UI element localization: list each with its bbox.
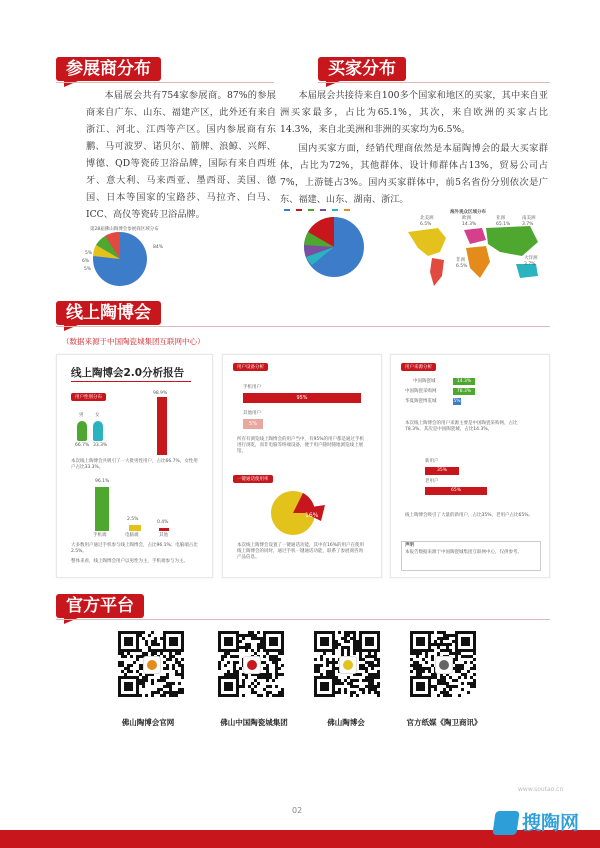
online-section-title	[56, 301, 161, 325]
buyers-paragraph-1: 本届展会共接待来自100多个国家和地区的买家，其中来自亚洲买家最多，占比为65.1%，其次，来自欧洲的买家占比14.3%，来自北美洲和非洲的买家均为6.5%。	[280, 90, 548, 135]
qr-module	[458, 676, 461, 679]
exhibitors-pie-label-5b: 5%	[84, 267, 92, 272]
qr-module	[377, 649, 380, 652]
qr-module	[281, 664, 284, 667]
qr-module	[461, 667, 464, 670]
qr-module	[410, 670, 413, 673]
online-panel-2	[222, 354, 382, 578]
qr-module	[419, 652, 422, 655]
buyers-world-map	[400, 210, 550, 290]
qr-module	[263, 655, 266, 658]
panel1-bar-2-value: 2.5%	[127, 517, 139, 522]
official-section-title	[56, 594, 144, 618]
exhibitors-pie-chart	[60, 228, 180, 290]
panel3-bar2-label: 老用户	[425, 479, 439, 484]
qr-module	[272, 679, 275, 682]
panel2-pie-chart	[263, 487, 333, 537]
panel1-tall-bar	[157, 397, 167, 455]
qr-module	[431, 658, 434, 661]
qr-module	[139, 694, 142, 697]
panel1-note2: 大多数用户通过手机参与线上陶博会，占比96.1%；电脑端占比2.5%。	[71, 543, 198, 554]
panel3-row2-label: 中国陶瓷采购网	[405, 389, 437, 394]
qr-code	[410, 631, 476, 697]
site-logo-text: 搜陶网	[522, 812, 580, 834]
panel2-tag: 用户设备分析	[233, 363, 268, 371]
qr-module	[461, 688, 464, 691]
qr-module	[338, 631, 341, 634]
qr-module	[130, 688, 133, 691]
qr-module	[467, 643, 470, 646]
report-title-underline	[71, 381, 191, 382]
qr-module	[278, 667, 281, 670]
qr-module	[166, 676, 169, 679]
buyers-map-title: 海外观众区域分布	[450, 210, 486, 215]
map-europe	[464, 228, 486, 244]
qr-module	[239, 640, 242, 643]
qr-module	[422, 643, 425, 646]
panel3-row2-value: 78.3%	[456, 389, 472, 394]
qr-module	[323, 652, 326, 655]
qr-module	[142, 631, 145, 634]
panel1-tall-bar-label: 98.9%	[153, 391, 168, 396]
qr-module	[266, 679, 269, 682]
qr-code	[314, 631, 380, 697]
qr-module	[335, 661, 338, 664]
map-label-europe: 欧洲 14.3%	[462, 216, 477, 227]
panel3-row1-bar	[453, 378, 475, 385]
qr-module	[221, 658, 224, 661]
site-logo[interactable]	[494, 808, 594, 840]
panel2-bar2	[243, 419, 263, 429]
qr-center-logo	[339, 656, 357, 674]
qr-module	[266, 694, 269, 697]
qr-code	[118, 631, 184, 697]
qr-module	[467, 691, 470, 694]
qr-module	[467, 670, 470, 673]
online-rule	[56, 326, 550, 327]
qr-module	[130, 643, 133, 646]
panel3-footer-title: 声明	[405, 543, 414, 548]
qr-module	[326, 688, 329, 691]
qr-module	[281, 652, 284, 655]
panel1-bar-3-label: 其他	[159, 533, 168, 538]
buyers-map-shapes	[400, 218, 550, 290]
qr-module	[344, 691, 347, 694]
qr-module	[181, 691, 184, 694]
qr-module	[326, 664, 329, 667]
exhibitors-rule	[56, 82, 274, 83]
qr-module	[166, 667, 169, 670]
qr-module	[347, 640, 350, 643]
panel2-bar2-label: 其他用户	[243, 411, 261, 416]
panel2-pie-value: 16%	[305, 512, 319, 519]
qr-module	[236, 694, 239, 697]
panel3-footer-text: 本报告数据来源于中国陶瓷城集团互联网中心，仅供参考。	[405, 550, 522, 555]
exhibitors-pie-label-6: 6%	[82, 259, 90, 264]
qr-module	[422, 670, 425, 673]
map-label-africa: 非洲 6.5%	[456, 258, 468, 269]
qr-module	[377, 694, 380, 697]
panel3-row2-bar	[453, 388, 475, 395]
qr-module	[458, 694, 461, 697]
qr-module	[181, 649, 184, 652]
qr-module	[230, 688, 233, 691]
qr-label-2: 佛山中国陶瓷城集团	[220, 718, 288, 727]
map-label-asia: 亚洲 65.1%	[496, 216, 511, 227]
buyers-paragraph-2: 国内买家方面，经销代理商依然是本届陶博会的最大买家群体，占比为72%，其他群体、设计师群体占13%，贸易公司占7%，上游链占3%。国内买家群体中，前5名省份分别依次是广东、福建、山东、湖南、浙江。	[280, 143, 548, 205]
qr-module	[461, 682, 464, 685]
qr-module	[148, 634, 151, 637]
qr-module	[151, 682, 154, 685]
map-label-south-america: 南美洲 3.7%	[522, 216, 536, 227]
panel1-bar-1	[95, 487, 109, 531]
panel1-bar-3-value: 0.4%	[157, 520, 169, 525]
qr-module	[175, 643, 178, 646]
qr-module	[431, 649, 434, 652]
exhibitors-pie-label-84: 84%	[153, 245, 164, 250]
exhibitors-paragraph-block	[86, 87, 276, 223]
online-title-text: 线上陶博会	[66, 303, 151, 323]
map-label-oceania: 大洋洲 3.7%	[524, 256, 538, 267]
qr-module	[449, 688, 452, 691]
male-figure-icon	[77, 421, 87, 441]
qr-module	[151, 694, 154, 697]
qr-code	[218, 631, 284, 697]
qr-module	[449, 643, 452, 646]
panel2-bar2-value: 5%	[249, 421, 257, 427]
panel3-bar1-value: 35%	[436, 468, 447, 473]
male-pct: 66.7%	[75, 443, 90, 448]
panel2-bar1	[243, 393, 361, 403]
qr-module	[281, 673, 284, 676]
qr-module	[473, 673, 476, 676]
qr-module	[242, 685, 245, 688]
qr-module	[163, 694, 166, 697]
qr-module	[422, 688, 425, 691]
qr-module	[257, 682, 260, 685]
qr-module	[437, 694, 440, 697]
qr-module	[245, 676, 248, 679]
online-panel-1	[56, 354, 213, 578]
qr-module	[230, 643, 233, 646]
buyers-section-title	[318, 57, 406, 81]
qr-module	[455, 658, 458, 661]
qr-module	[236, 649, 239, 652]
map-asia	[486, 226, 538, 256]
panel3-bar1	[425, 467, 459, 475]
official-rule	[56, 619, 550, 620]
qr-module	[473, 652, 476, 655]
qr-module	[175, 694, 178, 697]
panel3-row3-bar	[453, 398, 461, 405]
qr-module	[464, 676, 467, 679]
panel2-bar1-label: 手机用户	[243, 385, 261, 390]
official-title-text: 官方平台	[66, 596, 134, 616]
qr-module	[245, 649, 248, 652]
qr-module	[338, 691, 341, 694]
qr-module	[275, 685, 278, 688]
qr-module	[178, 652, 181, 655]
qr-module	[275, 676, 278, 679]
panel1-bar-1-label: 手机端	[93, 533, 107, 538]
qr-center-logo	[435, 656, 453, 674]
qr-module	[178, 682, 181, 685]
qr-module	[425, 655, 428, 658]
qr-module	[335, 646, 338, 649]
panel3-row1-value: 14.3%	[456, 379, 472, 384]
panel1-tag: 用户性别分布	[71, 393, 106, 401]
qr-module	[353, 652, 356, 655]
qr-module	[133, 661, 136, 664]
buyers-pie-chart	[282, 207, 392, 279]
qr-module	[455, 685, 458, 688]
qr-module	[275, 643, 278, 646]
buyers-pie-legend	[284, 209, 350, 211]
panel1-note3: 整体来看，线上陶博会用户以男性为主，手机端参与为主。	[71, 559, 188, 564]
panel3-tag: 用户来源分析	[401, 363, 436, 371]
female-label: 女	[95, 413, 100, 418]
qr-module	[224, 655, 227, 658]
panel1-note1: 本次线上陶博会共吸引了一大批男性用户，占比66.7%，女性用户占比33.3%。	[71, 459, 198, 470]
qr-center-logo	[243, 656, 261, 674]
qr-module	[473, 658, 476, 661]
qr-module	[449, 694, 452, 697]
qr-module	[145, 694, 148, 697]
qr-module	[242, 637, 245, 640]
qr-module	[242, 694, 245, 697]
panel3-row1-label: 中国陶瓷城	[413, 379, 436, 384]
panel1-bar-2-label: 电脑端	[125, 533, 139, 538]
panel1-bar-2	[129, 525, 141, 531]
qr-module	[371, 667, 374, 670]
panel3-note2: 线上陶博会吸引了大量的新用户，占比35%，老用户占比65%。	[405, 513, 534, 518]
qr-center-logo-mark	[247, 660, 257, 670]
qr-center-logo-mark	[343, 660, 353, 670]
qr-module	[377, 676, 380, 679]
panel3-bar2-value: 65%	[450, 488, 461, 493]
qr-module	[218, 667, 221, 670]
qr-module	[320, 658, 323, 661]
site-logo-mark	[492, 811, 519, 835]
qr-label-3: 佛山陶博会	[327, 718, 365, 727]
qr-module	[269, 685, 272, 688]
qr-module	[356, 679, 359, 682]
qr-center-logo-mark	[439, 660, 449, 670]
qr-module	[350, 694, 353, 697]
qr-module	[260, 694, 263, 697]
qr-module	[356, 694, 359, 697]
qr-module	[332, 694, 335, 697]
panel3-footer	[401, 541, 541, 571]
qr-module	[145, 679, 148, 682]
qr-center-logo-mark	[147, 660, 157, 670]
qr-module	[136, 658, 139, 661]
qr-module	[341, 682, 344, 685]
panel1-bar-3	[159, 528, 169, 531]
qr-module	[377, 685, 380, 688]
map-south-america	[430, 258, 444, 286]
qr-module	[257, 649, 260, 652]
qr-module	[464, 661, 467, 664]
exhibitors-section-title	[56, 57, 161, 81]
exhibitors-pie-label-5a: 5%	[85, 251, 93, 256]
panel3-bar2	[425, 487, 487, 495]
female-figure-icon	[93, 421, 103, 441]
panel2-bar1-value: 95%	[296, 395, 308, 401]
qr-module	[236, 661, 239, 664]
qr-module	[473, 667, 476, 670]
qr-module	[142, 685, 145, 688]
qr-module	[181, 658, 184, 661]
qr-label-4: 官方纸媒《陶卫商讯》	[406, 718, 482, 727]
map-north-america	[408, 228, 446, 256]
qr-module	[254, 685, 257, 688]
report-title: 线上陶博会2.0分析报告	[71, 367, 185, 379]
qr-module	[227, 661, 230, 664]
site-url: www.soutao.cn	[518, 786, 564, 793]
map-label-north-america: 北美洲 6.5%	[420, 216, 434, 227]
qr-module	[130, 670, 133, 673]
qr-module	[368, 691, 371, 694]
qr-module	[371, 643, 374, 646]
qr-module	[181, 676, 184, 679]
qr-module	[377, 664, 380, 667]
buyers-paragraph-block	[280, 87, 548, 208]
qr-module	[359, 673, 362, 676]
qr-module	[434, 688, 437, 691]
panel2-note2: 本次线上陶博会设置了一键通话功能，其中有16%的用户在使用线上陶博会的同时，通过手机一键通话功能，联系了参展商咨询产品信息。	[237, 543, 364, 560]
buyers-rule	[318, 82, 550, 83]
panel3-row3-value: 5%	[453, 399, 461, 404]
qr-module	[236, 655, 239, 658]
qr-module	[326, 643, 329, 646]
panel2-tag2: 一键通话使用率	[233, 475, 273, 483]
qr-module	[314, 658, 317, 661]
qr-module	[428, 694, 431, 697]
qr-module	[130, 664, 133, 667]
page-number: 02	[292, 806, 303, 815]
qr-module	[455, 679, 458, 682]
qr-center-logo	[143, 656, 161, 674]
panel1-bar-1-value: 96.1%	[95, 479, 110, 484]
buyers-title-text: 买家分布	[328, 59, 396, 79]
qr-module	[169, 658, 172, 661]
qr-module	[362, 691, 365, 694]
qr-module	[281, 694, 284, 697]
map-africa	[466, 246, 490, 278]
qr-module	[416, 655, 419, 658]
qr-module	[172, 682, 175, 685]
qr-module	[431, 631, 434, 634]
qr-module	[278, 658, 281, 661]
qr-module	[239, 667, 242, 670]
exhibitors-paragraph: 本届展会共有754家参展商。87%的参展商来自广东、山东、福建产区，此外还有来自浙江、河北、江西等产区。国内参展商有东鹏、马可波罗、诺贝尔、箭牌、浪鲸、兴辉、博德、QD等瓷砖卫浴品牌，国际有来自西班牙、意大利、马来西亚、墨西哥、美国、德国、日本等国家的宝路莎、马拉齐、白马、ICC、高仪等瓷砖卫浴品牌。	[86, 90, 276, 220]
online-panel-3	[390, 354, 550, 578]
qr-module	[320, 664, 323, 667]
panel2-note1: 所有有浏览线上陶博会的用户当中，有95%的用户都是通过手机进行浏览，而非电脑等终端设备，便于用户随时随地浏览线上展馆。	[237, 437, 364, 454]
qr-module	[425, 661, 428, 664]
female-pct: 33.3%	[93, 443, 108, 448]
panel3-row3-label: 华夏陶瓷博览城	[405, 399, 437, 404]
qr-module	[157, 643, 160, 646]
exhibitors-title-text: 参展商分布	[66, 59, 151, 79]
exhibitors-chart-caption: 第28届佛山陶博会参展商区域分布	[90, 227, 159, 232]
qr-module	[124, 655, 127, 658]
qr-module	[257, 631, 260, 634]
qr-module	[130, 655, 133, 658]
qr-module	[332, 652, 335, 655]
qr-module	[224, 664, 227, 667]
male-label: 男	[79, 413, 84, 418]
panel3-bar1-label: 新用户	[425, 459, 439, 464]
online-source-note: （数据来源于中国陶瓷城集团互联网中心）	[62, 337, 205, 346]
qr-label-1: 佛山陶博会官网	[121, 718, 175, 727]
qr-module	[151, 631, 154, 634]
qr-module	[446, 637, 449, 640]
panel3-note1: 本次线上陶博会的用户来源主要是中国陶瓷采购网，占比78.3%，其次是中国陶瓷城，占比14.3%。	[405, 421, 518, 432]
qr-module	[473, 685, 476, 688]
